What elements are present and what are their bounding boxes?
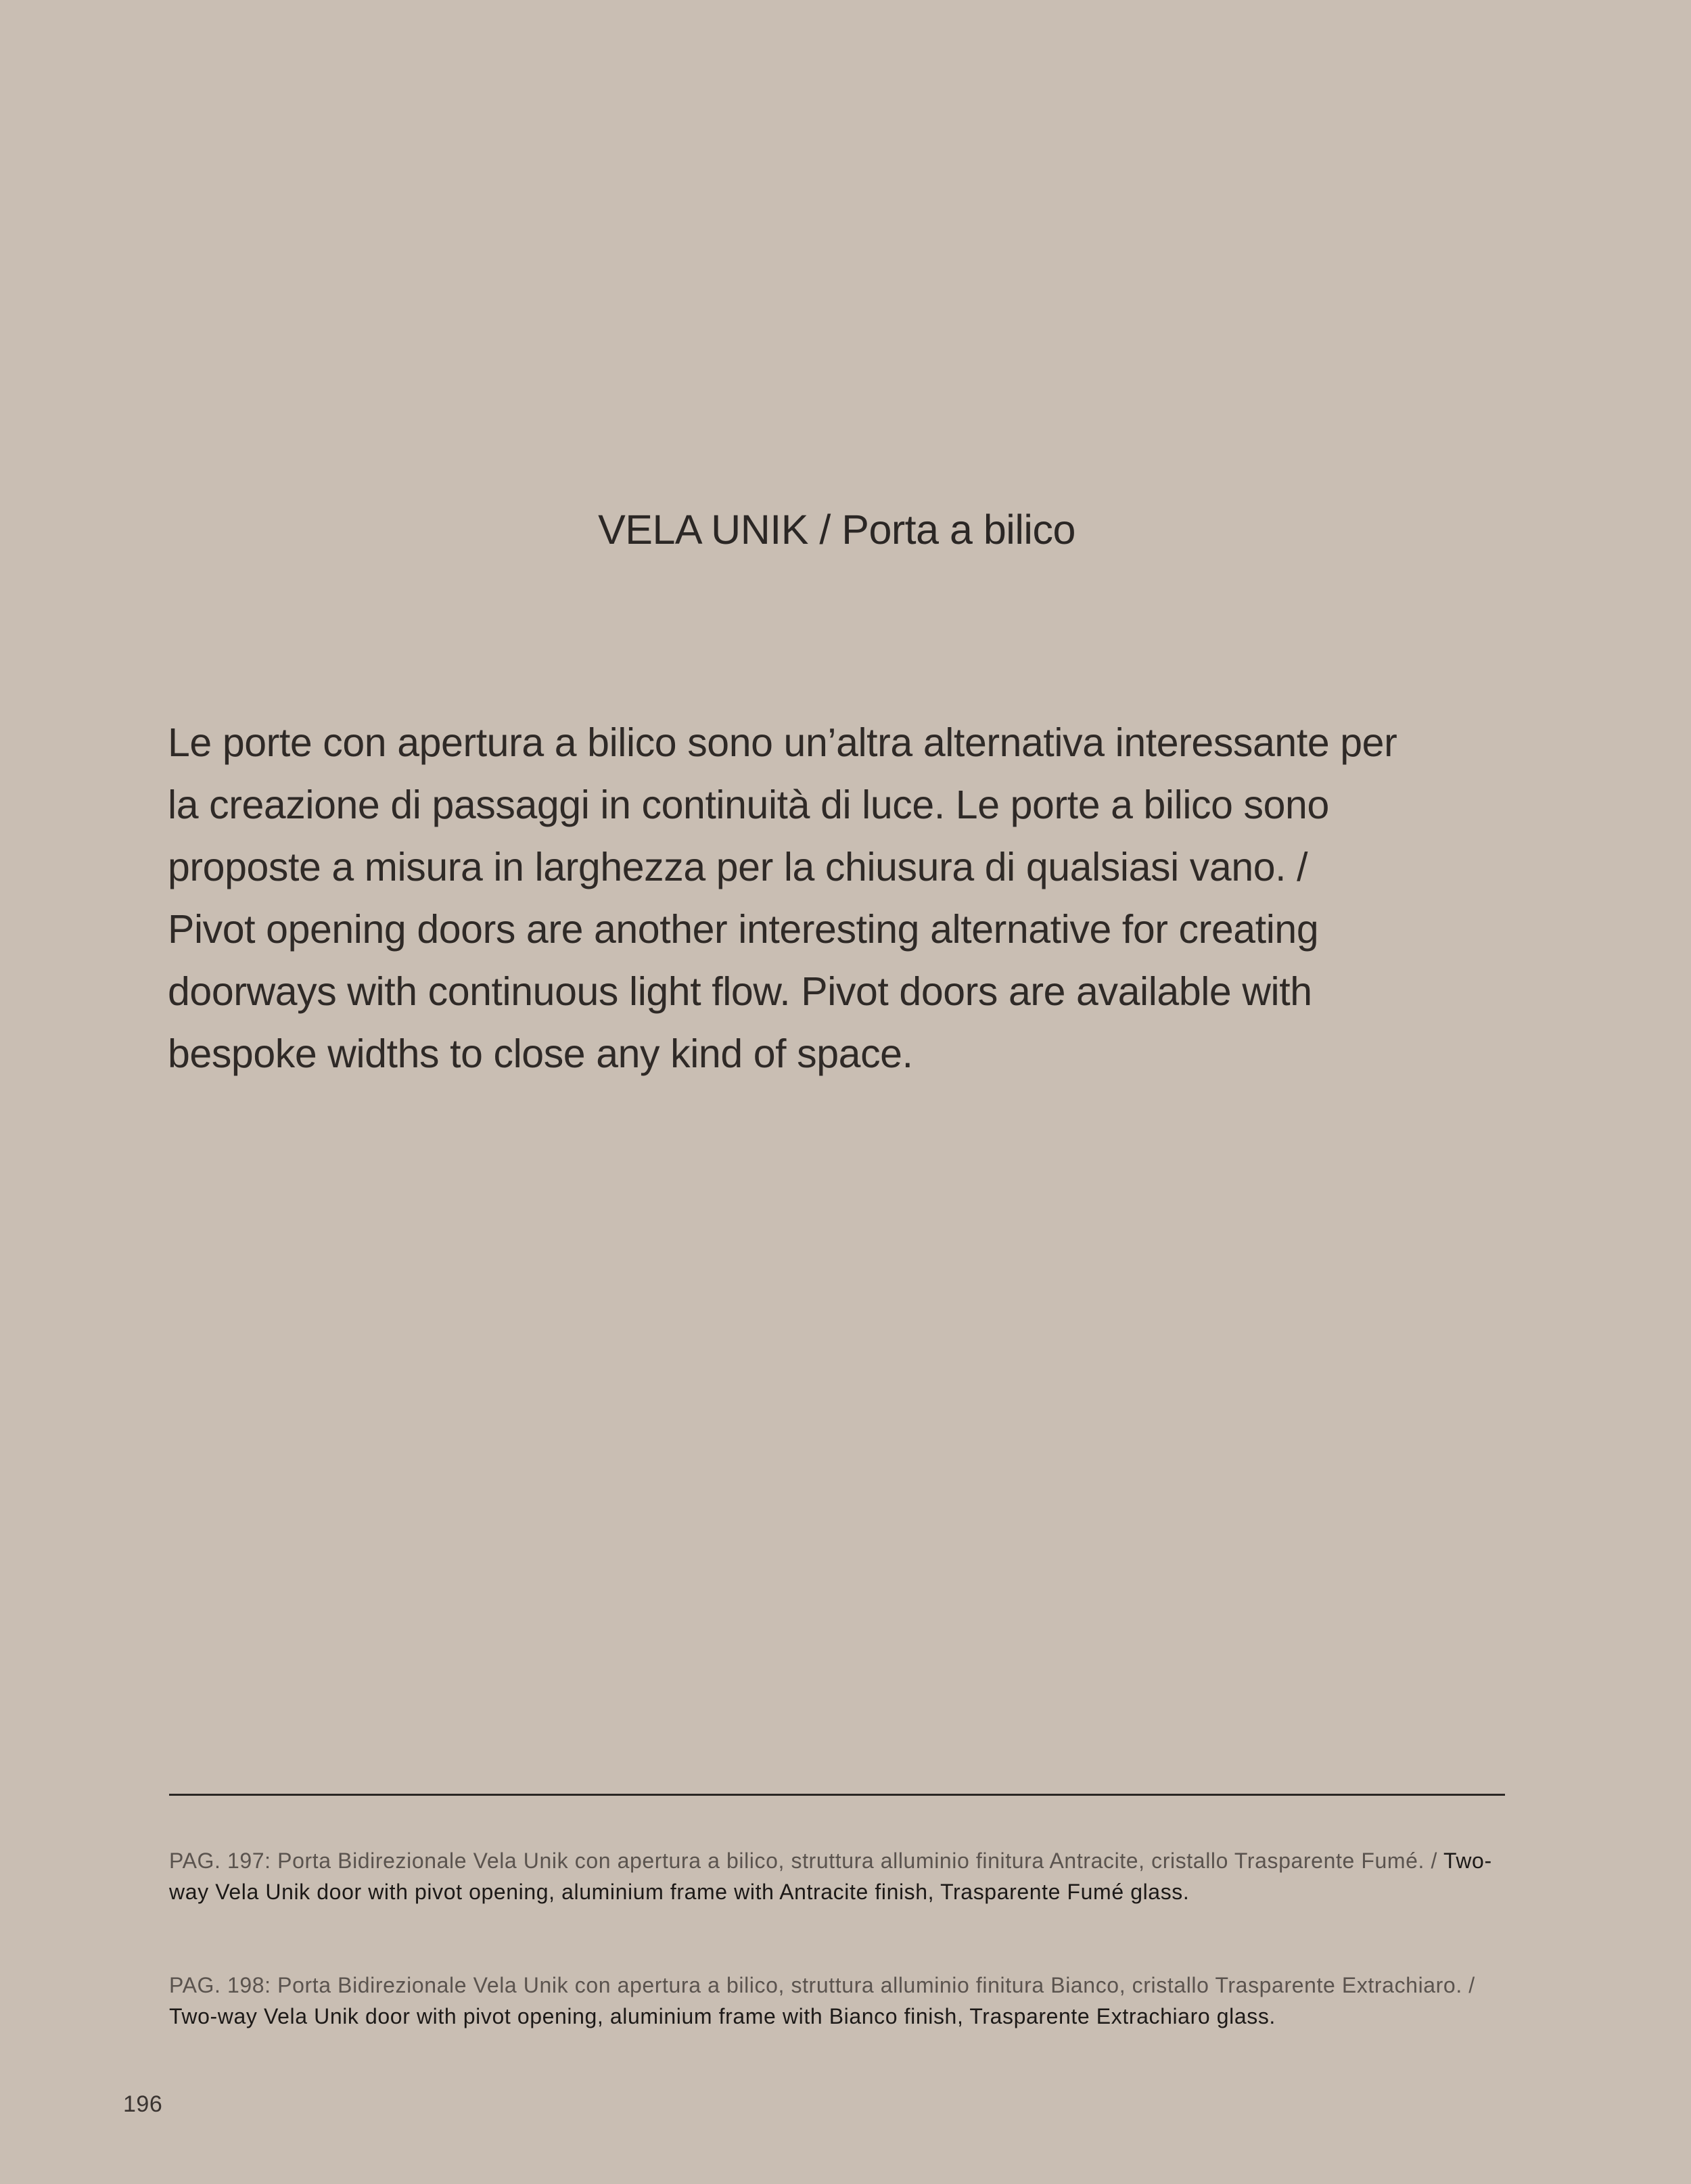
caption-italian-text: PAG. 198: Porta Bidirezionale Vela Unik con apertura a bilico, struttura alluminio finitura Bianco, cristallo Trasparente Extrachiaro. / [169,1973,1475,1997]
photo-caption-pag-197 [169,1845,1505,1907]
paragraph-line: la creazione di passaggi in continuità di luce. Le porte a bilico sono [168,783,1329,827]
horizontal-divider [169,1794,1505,1796]
page-number: 196 [123,2091,163,2117]
paragraph-line: Pivot opening doors are another interesting alternative for creating [168,907,1319,952]
paragraph-line: doorways with continuous light flow. Pivot doors are available with [168,969,1312,1014]
page-title: VELA UNIK / Porta a bilico [598,507,1075,553]
caption-italian-text: PAG. 197: Porta Bidirezionale Vela Unik con apertura a bilico, struttura alluminio finitura Antracite, cristallo Trasparente Fumé. / [169,1849,1443,1873]
caption-english-text: Two-way Vela Unik door with pivot opening, aluminium frame with Bianco finish, Trasparente Extrachiaro glass. [169,2004,1276,2028]
intro-paragraph [168,712,1493,1085]
paragraph-line: bespoke widths to close any kind of space. [168,1031,913,1076]
photo-caption-pag-198 [169,1970,1505,2032]
paragraph-line: proposte a misura in larghezza per la chiusura di qualsiasi vano. / [168,845,1308,889]
caption-english-text: Two-way Vela Unik door with pivot opening, aluminium frame with Antracite finish, Trasparente Fumé glass. [169,1849,1492,1904]
paragraph-line: Le porte con apertura a bilico sono un’altra alternativa interessante per [168,720,1397,765]
